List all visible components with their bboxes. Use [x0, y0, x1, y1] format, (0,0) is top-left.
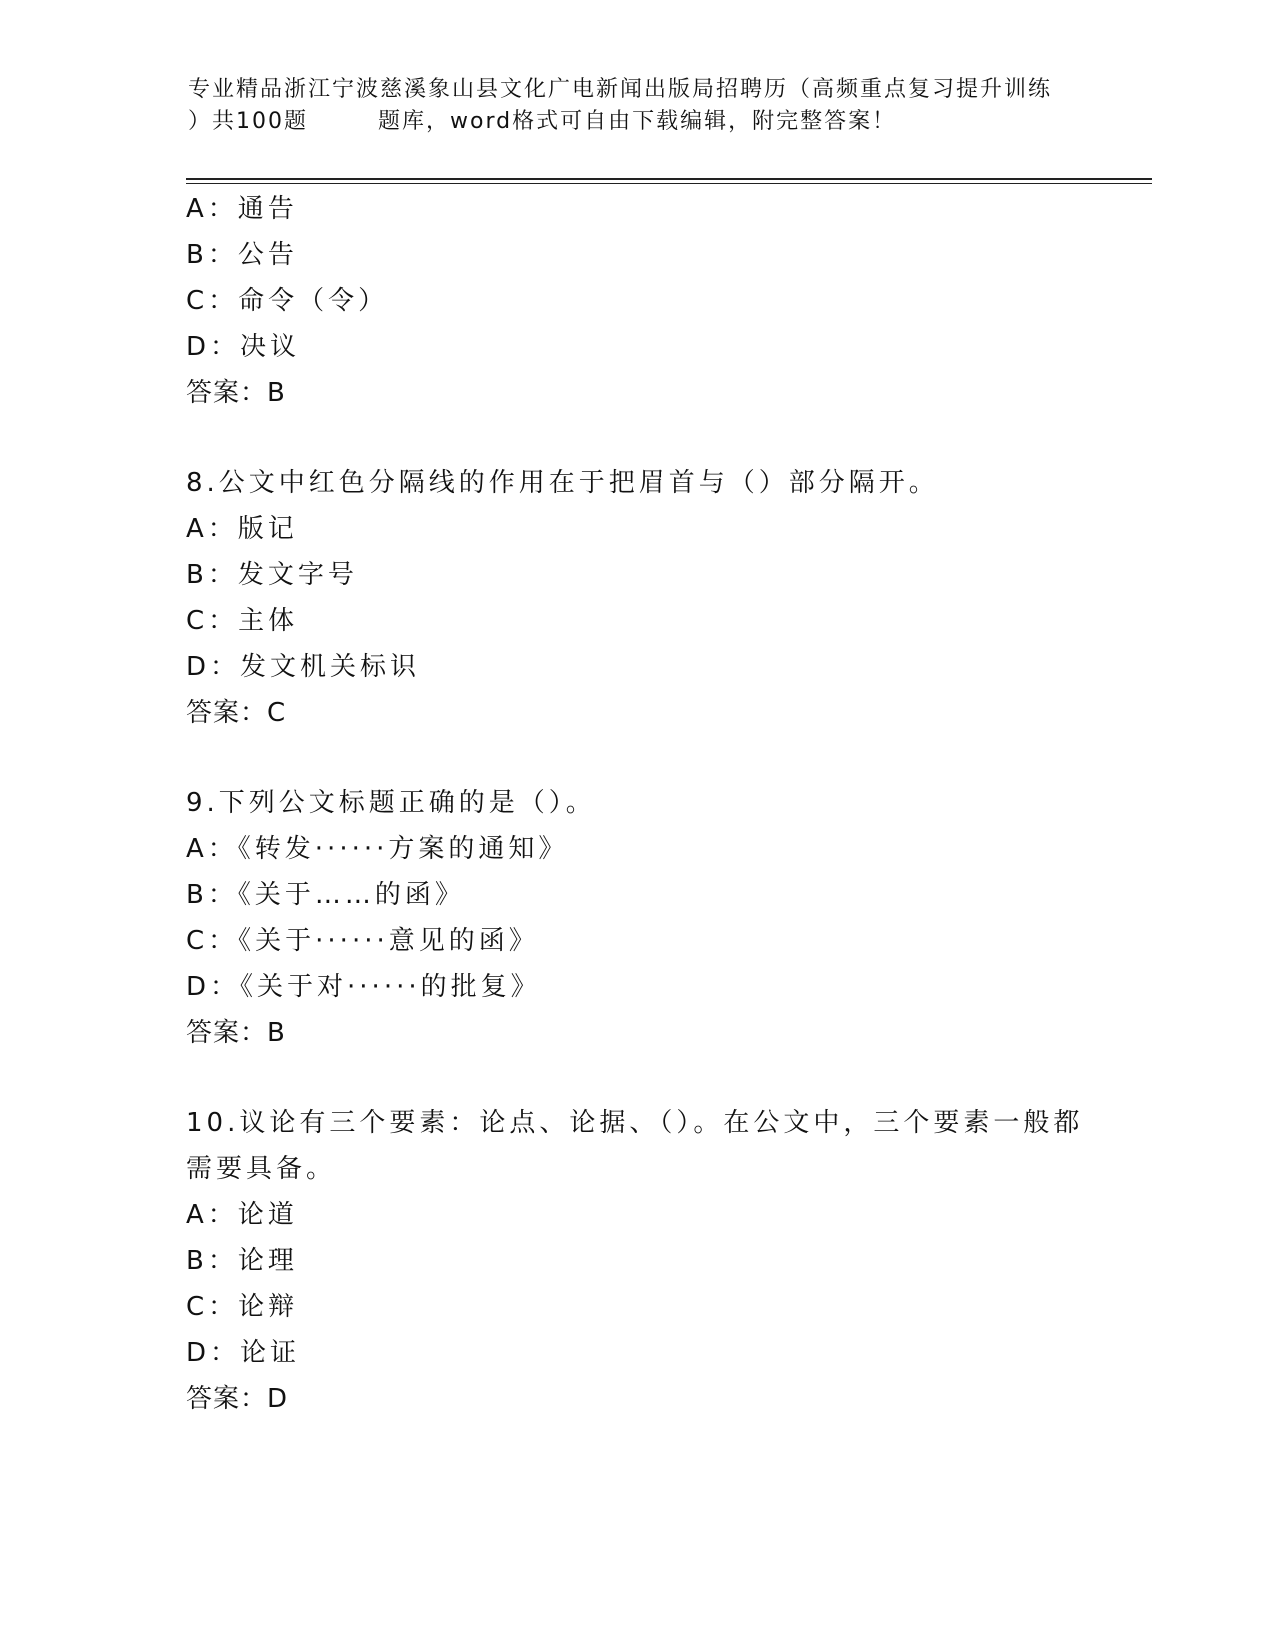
option-b: B：发文字号	[186, 560, 358, 590]
option-c: C：《关于······意见的函》	[186, 926, 539, 956]
question-8	[186, 460, 1086, 736]
question-stem-line1: 10.议论有三个要素：论点、论据、（）。在公文中，三个要素一般都	[186, 1108, 1084, 1138]
question-stem-line2: 需要具备。	[186, 1154, 337, 1184]
header-question-count: ）共100题	[188, 109, 308, 134]
answer: 答案：C	[186, 698, 287, 728]
question-stem: 8.公文中红色分隔线的作用在于把眉首与（）部分隔开。	[186, 468, 939, 498]
answer: 答案：B	[186, 1018, 286, 1048]
header-title-line2	[188, 106, 1088, 138]
option-a: A：通告	[186, 194, 298, 224]
option-c: C：命令（令）	[186, 286, 389, 316]
option-c: C：主体	[186, 606, 299, 636]
question-9	[186, 780, 1086, 1056]
option-c: C：论辩	[186, 1292, 299, 1322]
option-b: B：论理	[186, 1246, 298, 1276]
question-list	[186, 186, 1086, 1422]
option-a: A：《转发······方案的通知》	[186, 834, 569, 864]
option-b: B：公告	[186, 240, 298, 270]
option-b: B：《关于……的函》	[186, 880, 465, 910]
question-10	[186, 1100, 1086, 1422]
option-d: D：《关于对······的批复》	[186, 972, 541, 1002]
option-d: D：发文机关标识	[186, 652, 421, 682]
option-a: A：版记	[186, 514, 298, 544]
answer: 答案：D	[186, 1384, 289, 1414]
header-download-note: 题库，word格式可自由下载编辑，附完整答案！	[378, 109, 897, 134]
document-header	[188, 74, 1088, 138]
header-divider	[186, 178, 1152, 184]
question-stem: 9.下列公文标题正确的是（）。	[186, 788, 596, 818]
option-d: D：论证	[186, 1338, 301, 1368]
answer: 答案：B	[186, 378, 286, 408]
question-7	[186, 186, 1086, 416]
option-d: D：决议	[186, 332, 301, 362]
header-title-line1: 专业精品浙江宁波慈溪象山县文化广电新闻出版局招聘历（高频重点复习提升训练	[188, 77, 1053, 102]
option-a: A：论道	[186, 1200, 298, 1230]
